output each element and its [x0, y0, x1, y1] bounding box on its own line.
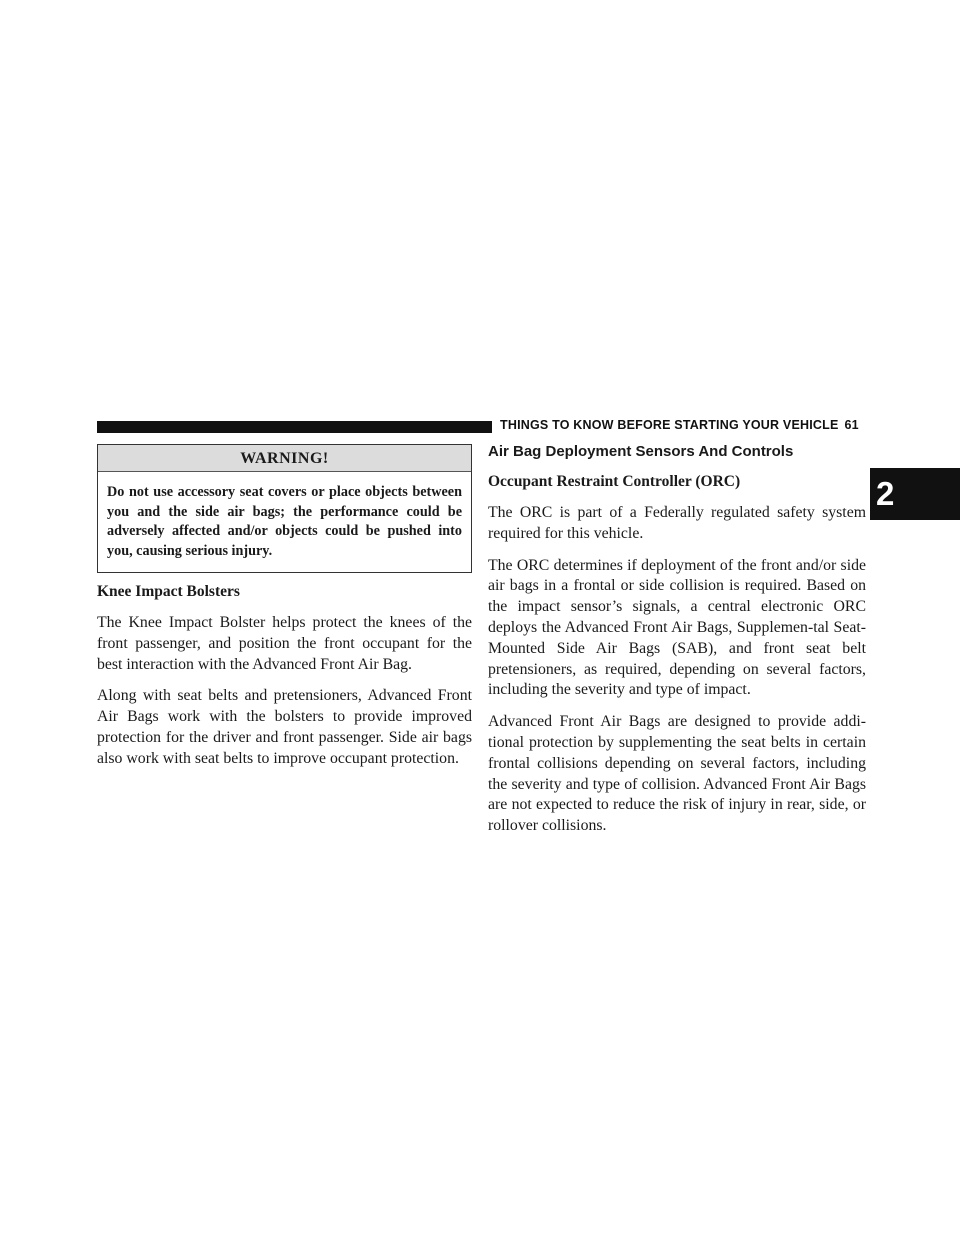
running-title: THINGS TO KNOW BEFORE STARTING YOUR VEHICLE: [500, 418, 839, 432]
right-column: [488, 444, 866, 837]
header-rule-bar: [97, 421, 492, 433]
running-header: [500, 418, 859, 432]
warning-title: WARNING!: [98, 445, 471, 472]
orc-paragraph-1: The ORC is part of a Federally regulated safety system required for this vehicle.: [488, 504, 866, 542]
page-number: 61: [844, 418, 859, 432]
knee-bolsters-heading: Knee Impact Bolsters: [97, 583, 240, 600]
warning-box: [97, 444, 472, 573]
orc-paragraph-3: Advanced Front Air Bags are designed to provide addi-tional protection by supplementing the seat belts in certain frontal collisions depending on several factors, including the severity and type of collision. Advanced Front Air Bags are not expected to reduce the risk of injury in rear, side, or rollover collisions.: [488, 713, 866, 835]
section-heading: Air Bag Deployment Sensors And Controls: [488, 443, 794, 460]
orc-paragraph-2: The ORC determines if deployment of the front and/or side air bags in a frontal or side collision is required. Based on the impact sensor’s signals, a central electronic ORC deploys the Advanced Front Air Bags, Supplemen-tal Seat-Mounted Side Air Bags (SAB), and front seat belt pretensioners, as required, depending on several factors, including the severity and type of impact.: [488, 556, 866, 699]
knee-bolsters-paragraph-1: The Knee Impact Bolster helps protect the knees of the front passenger, and position the front occupant for the best interaction with the Advanced Front Air Bag.: [97, 614, 472, 673]
knee-bolsters-paragraph-2: Along with seat belts and pretensioners, Advanced Front Air Bags work with the bolsters to provide improved protection for the driver and front passenger. Side air bags also work with seat belts to improve occupant protection.: [97, 687, 472, 767]
warning-body: Do not use accessory seat covers or place objects between you and the side air bags; the performance could be adversely affected and/or objects could be pushed into you, causing serious injury.: [107, 484, 462, 559]
orc-heading: Occupant Restraint Controller (ORC): [488, 473, 741, 490]
chapter-tab: 2: [870, 468, 960, 520]
left-column: [97, 444, 472, 770]
